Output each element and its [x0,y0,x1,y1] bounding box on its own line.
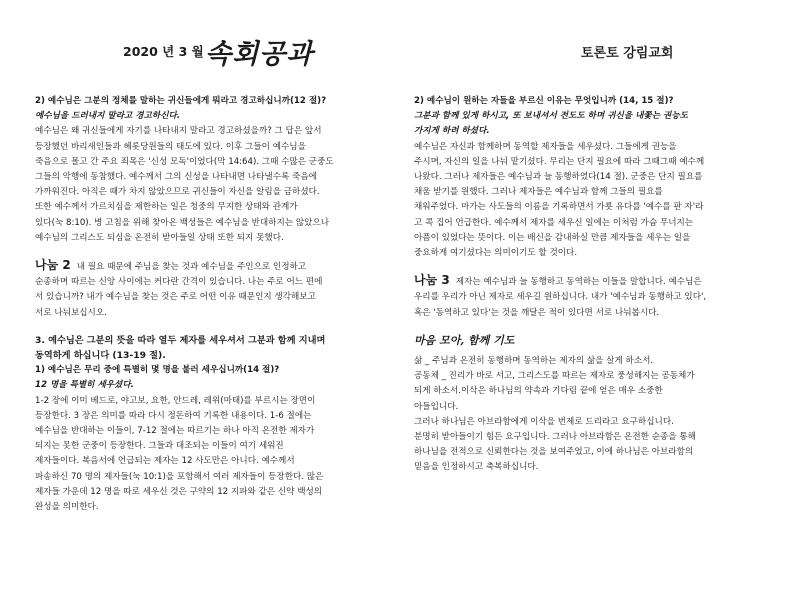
commentary-paragraph-left-2 [35,394,385,516]
answer-1-left: 12 명을 특별히 세우셨다. [35,380,134,391]
text-line: 혹은 '동역하고 있다'는 것을 깨달은 적이 있다면 서로 나눠봅시다. [414,307,660,318]
share-2-label: 나눔 2 [35,258,71,273]
text-line: 파송하신 70 명의 제자들(눅 10:1)을 포함해서 여러 제자들이 등장한다. 많은 [35,471,324,482]
text-line: 그러나 하나님은 아브라함에게 이삭을 번제로 드리라고 요구하십니다. [414,416,674,427]
text-line: 고 콕 집어 언급한다. 예수께서 제자를 세우신 일에는 이처럼 가슴 무너지는 [414,217,694,228]
text-line: 제자들이다. 복음서에 언급되는 제자는 12 사도만은 아니다. 예수께서 [35,456,295,467]
answer-2-left: 예수님을 드러내지 말라고 경고하신다. [35,111,181,122]
header-date: 2020 년 3 월 [123,44,204,59]
answer-2-right-line-2: 가지게 하려 하셨다. [414,126,490,137]
section-3-heading [35,333,385,363]
text-line: 주시며, 자신의 일을 나눠 맡기셨다. 무리는 단지 필요에 따라 그때그때 예수께 [414,156,705,167]
text-line: 내 필요 때문에 주님을 찾는 것과 예수님을 주인으로 인정하고 [76,262,307,273]
text-line: 죽음으로 몰고 간 주요 죄목은 '신성 모독'이었다(막 14:64). 그때 수많은 군중도 [35,156,334,167]
share-2-block [35,258,385,321]
text-line: 등장했던 바리새인들과 헤롯당원들의 태도에 있다. 이후 그들이 예수님을 [35,141,306,152]
prayer-body [414,354,766,476]
text-line: 가까워진다. 아직은 때가 차지 않았으므로 귀신들이 자신을 알림을 금하셨다. [35,187,320,198]
text-line: 또한 예수께서 가르치심을 제한하는 일은 청중의 무지한 상태와 관계가 [35,202,298,213]
text-line: 예수님을 반대하는 이들이, 7-12 절에는 따르기는 하나 아직 온전한 제자가 [35,426,315,437]
text-line: 있다(눅 8:10). 병 고침을 위해 찾아온 백성들은 예수님을 반대하지는 않았으나 [35,217,330,228]
commentary-paragraph-right-1 [414,140,766,262]
left-column [35,94,385,515]
text-line: 분명히 받아들이기 힘든 요구입니다. 그러나 아브라함은 온전한 순종을 통해 [414,432,696,443]
text-line: 3. 예수님은 그분의 뜻을 따라 열두 제자를 세우셔서 그분과 함께 지내며 [35,334,326,346]
share-3-label: 나눔 3 [414,273,450,288]
text-line: 서 있습니까? 내가 예수님을 찾는 것은 주로 어떤 이유 때문인지 생각해보고 [35,292,316,303]
text-line: 제자들 가운데 12 명을 따로 세우신 것은 구약의 12 지파와 같은 신약 백성의 [35,486,323,497]
text-line: 공동체 _ 진리가 바로 서고, 그리스도를 따르는 제자로 풍성해지는 공동체가 [414,371,695,382]
text-line: 예수님은 왜 귀신들에게 자기를 나타내지 말라고 경고하셨을까? 그 답은 앞서 [35,126,322,137]
question-1-left: 1) 예수님은 무리 중에 특별히 몇 명을 불러 세우십니까(14 절)? [35,365,280,376]
header-title: 속회공과 [205,39,314,70]
text-line: 예수님의 그리스도 되심을 온전히 받아들일 상태 또한 되지 못했다. [35,232,284,243]
text-line: 중요하게 여기셨다는 의미이기도 할 것이다. [414,248,578,259]
text-line: 나왔다. 그러나 제자들은 예수님과 늘 동행하였다(14 절). 군중은 단지 필요를 [414,172,703,183]
text-line: 서로 나눠보십시오. [35,307,107,318]
text-line: 동역하게 하십니다 (13-19 절). [35,350,166,362]
share-3-block [414,273,766,321]
text-line: 1-2 장에 이미 베드로, 야고보, 요한, 안드레, 레위(마태)를 부르시는 장면이 [35,395,316,406]
text-line: 제자는 예수님과 늘 동행하고 동역하는 이들을 말합니다. 예수님은 [455,277,702,288]
text-line: 그들의 악행에 동참했다. 예수께서 그의 신성을 나타내면 나타낼수록 죽음에 [35,172,317,183]
text-line: 아들입니다. [414,401,459,412]
answer-2-right-line-1: 그분과 함께 있게 하시고, 또 보내셔서 전도도 하며 귀신을 내쫓는 권능도 [414,111,688,122]
text-line: 우리를 우리가 아닌 제자로 세우길 원하십니다. 내가 '예수님과 동행하고 있다', [414,292,707,303]
text-line: 믿음을 인정하시고 축복하십니다. [414,462,539,473]
text-line: 아픔이 있었다는 뜻이다. 이는 배신을 감내하실 만큼 제자들을 세우는 일을 [414,232,691,243]
text-line: 등장한다. 3 장은 의미를 따라 다시 정돈하여 기록한 내용이다. 1-6 절에는 [35,410,312,421]
commentary-paragraph-left-1 [35,124,385,246]
text-line: 채워주었다. 마가는 사도들의 이름을 기록하면서 가룟 유다를 '예수를 판 자'라 [414,202,704,213]
text-line: 되게 하소서.이삭은 하나님의 약속과 기다림 끝에 얻은 매우 소중한 [414,386,663,397]
text-line: 삶 _ 주님과 온전히 동행하며 동역하는 제자의 삶을 살게 하소서. [414,356,654,367]
question-2-left: 2) 예수님은 그분의 정체를 말하는 귀신들에게 뭐라고 경고하십니까(12 절)? [35,96,327,106]
text-line: 순종하며 따르는 신앙 사이에는 커다란 간격이 있습니다. 나는 주로 어느 편에 [35,277,323,288]
text-line: 채움 받기를 원했다. 그러나 제자들은 예수님과 함께 그들의 필요를 [414,187,663,198]
right-column [414,94,766,476]
question-2-right: 2) 예수님이 원하는 자들을 부르신 이유는 무엇입니까 (14, 15 절)? [414,96,674,106]
prayer-title: 마음 모아, 함께 기도 [414,333,515,347]
text-line: 완성을 의미한다. [35,502,99,513]
text-line: 예수님은 자신과 함께하며 동역할 제자들을 세우셨다. 그들에게 권능을 [414,141,677,152]
text-line: 하나님을 전적으로 신뢰한다는 것을 보여주었고, 이에 하나님은 아브라함의 [414,447,694,458]
header-church-name: 토론토 강림교회 [581,46,674,61]
text-line: 되지는 못한 군중이 등장한다. 그들과 대조되는 이들이 여기 세워진 [35,441,284,452]
